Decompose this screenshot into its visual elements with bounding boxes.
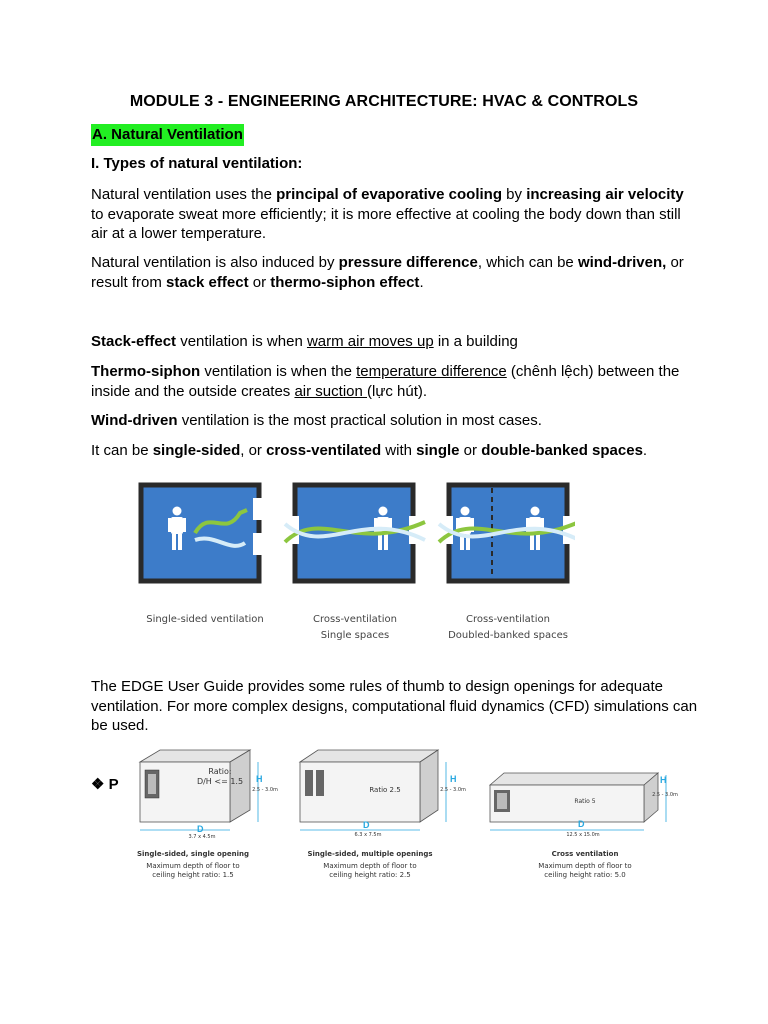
depth-marker-2: D: [363, 820, 370, 830]
depth-marker-1: D: [197, 824, 204, 834]
paragraph-evaporative: Natural ventilation uses the principal of evaporative cooling by increasing air velocity to evaporate sweat more efficiently; it is more effective at cooling the body down than still air at a lower temperature.: [91, 186, 684, 243]
paragraph-thermo-siphon: Thermo-siphon ventilation is when the temperature difference (chênh lệch) between the inside and the outside creates air suction (lực hút).: [91, 363, 680, 400]
paragraph-pressure: Natural ventilation is also induced by pressure difference, which can be wind-driven, or result from stack effect or thermo-siphon effect.: [91, 254, 684, 291]
height-marker-1: H: [256, 774, 263, 784]
height-marker-2: H: [450, 774, 457, 784]
section-heading: A. Natural Ventilation: [91, 124, 244, 146]
height-range-2: 2.5 - 3.0m: [440, 787, 466, 793]
ratio-label-2: Ratio 2.5: [369, 786, 401, 794]
height-marker-3: H: [660, 775, 667, 785]
box-title-2: Single-sided, multiple openings Maximum depth of floor to ceiling height ratio: 2.5: [307, 850, 433, 879]
paragraph-ventilation-types: It can be single-sided, or cross-ventilated with single or double-banked spaces.: [91, 442, 648, 459]
height-range-3: 2.5 - 3.0m: [652, 792, 678, 798]
cross-double-panel: [439, 485, 575, 581]
depth-range-2: 6.3 x 7.5m: [354, 832, 382, 838]
bullet-item: ❖ P: [91, 776, 119, 793]
caption-cross-double: Cross-ventilation Doubled-banked spaces: [448, 614, 568, 641]
depth-range-1: 3.7 x 4.5m: [188, 834, 216, 840]
depth-range-3: 12.5 x 15.0m: [566, 832, 600, 838]
ventilation-types-figure: [135, 478, 575, 608]
caption-single-sided: Single-sided ventilation: [146, 614, 264, 625]
cross-single-panel: [285, 485, 425, 581]
ratio-label-1: Ratio: D/H <= 1.5: [196, 767, 244, 786]
page-title: MODULE 3 - ENGINEERING ARCHITECTURE: HVAC & CONTROLS: [129, 93, 639, 110]
paragraph-edge-guide: The EDGE User Guide provides some rules of thumb to design openings for adequate ventilation. For more complex designs, computational fluid dynamics (CFD) simulations can be used.: [91, 678, 698, 735]
subsection-heading: I. Types of natural ventilation:: [91, 155, 303, 172]
box-single-opening: [140, 750, 258, 830]
box-title-1: Single-sided, single opening Maximum depth of floor to ceiling height ratio: 1.5: [136, 850, 249, 879]
height-range-1: 2.5 - 3.0m: [252, 787, 278, 793]
caption-cross-single: Cross-ventilation Single spaces: [313, 614, 397, 641]
box-title-3: Cross ventilation Maximum depth of floor to ceiling height ratio: 5.0: [538, 850, 632, 879]
ratio-label-3: Ratio 5: [574, 798, 596, 805]
depth-marker-3: D: [578, 819, 585, 829]
paragraph-wind-driven: Wind-driven ventilation is the most practical solution in most cases.: [91, 412, 542, 429]
single-sided-panel: [141, 485, 262, 581]
paragraph-stack-effect: Stack-effect ventilation is when warm air moves up in a building: [91, 333, 518, 350]
